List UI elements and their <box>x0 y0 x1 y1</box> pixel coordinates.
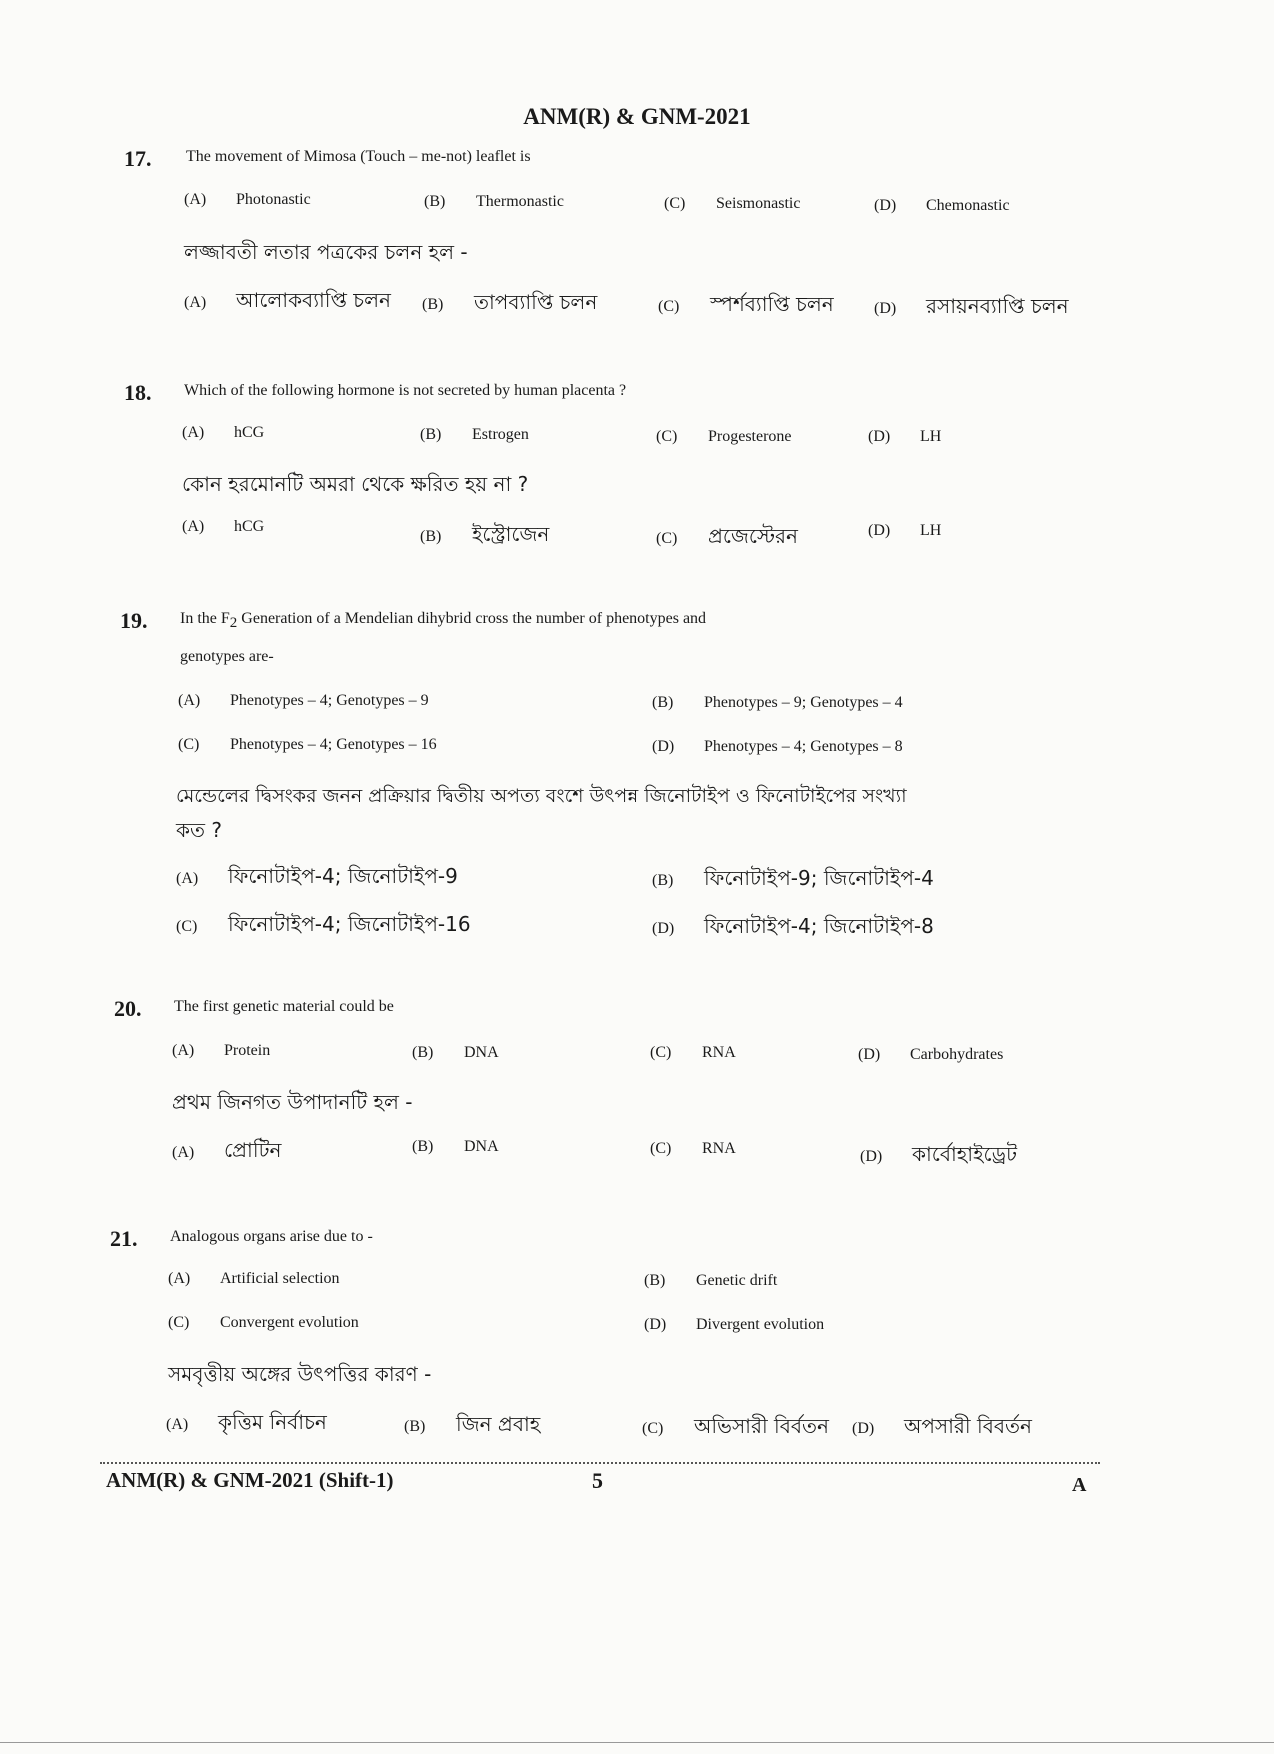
question-text-bn: সমবৃত্তীয় অঙ্গের উৎপত্তির কারণ - <box>168 1362 432 1386</box>
option-a-en[interactable]: (A) Phenotypes – 4; Genotypes – 9 <box>178 692 429 709</box>
option-c-bn[interactable]: (C) প্রজেস্টেরন <box>656 524 798 548</box>
option-c-bn[interactable]: (C) স্পর্শব্যাপ্তি চলন <box>658 292 834 316</box>
option-a-en[interactable]: (A) hCG <box>182 424 265 441</box>
option-c-bn[interactable]: (C) ফিনোটাইপ-4; জিনোটাইপ-16 <box>176 912 471 936</box>
bottom-edge-line <box>0 1742 1274 1743</box>
question-set-code: A <box>1072 1474 1087 1496</box>
option-b-bn[interactable]: (B) DNA <box>412 1138 499 1155</box>
option-d-en[interactable]: (D) Carbohydrates <box>858 1046 1004 1063</box>
question-number: 19. <box>120 608 148 633</box>
question-text-bn: কোন হরমোনটি অমরা থেকে ক্ষরিত হয় না ? <box>182 472 529 496</box>
question-text-en: In the $F_2$ Generation of a Mendelian dihybrid cross the number of phenotypes and <box>180 610 707 632</box>
option-b-bn[interactable]: (B) ফিনোটাইপ-9; জিনোটাইপ-4 <box>652 866 934 890</box>
option-c-en[interactable]: (C) Progesterone <box>656 428 792 445</box>
option-a-bn[interactable]: (A) ফিনোটাইপ-4; জিনোটাইপ-9 <box>176 864 458 888</box>
question-text-bn: লজ্জাবতী লতার পত্রকের চলন হল - <box>184 240 468 264</box>
option-d-en[interactable]: (D) Phenotypes – 4; Genotypes – 8 <box>652 738 903 755</box>
option-c-bn[interactable]: (C) অভিসারী বির্বতন <box>642 1414 829 1438</box>
option-a-bn[interactable]: (A) আলোকব্যাপ্তি চলন <box>184 288 391 312</box>
question-text-en: Which of the following hormone is not secreted by human placenta ? <box>184 382 627 399</box>
question-text-en: The first genetic material could be <box>174 998 394 1015</box>
option-a-en[interactable]: (A) Artificial selection <box>168 1270 340 1287</box>
option-c-bn[interactable]: (C) RNA <box>650 1140 736 1157</box>
question-text-bn: মেন্ডেলের দ্বিসংকর জনন প্রক্রিয়ার দ্বিতীয় অপত্য বংশে উৎপন্ন জিনোটাইপ ও ফিনোটাইপের সংখ্যা <box>176 785 907 807</box>
option-b-en[interactable]: (B) Thermonastic <box>424 193 564 210</box>
question-number: 17. <box>124 146 152 171</box>
question-text-bn-line-2: কত ? <box>176 818 222 842</box>
question-text-bn: প্রথম জিনগত উপাদানটি হল - <box>172 1090 413 1114</box>
option-d-bn[interactable]: (D) কার্বোহাইড্রেট <box>860 1142 1018 1166</box>
option-d-en[interactable]: (D) Chemonastic <box>874 197 1010 214</box>
option-d-bn[interactable]: (D) LH <box>868 522 942 539</box>
question-text-en: The movement of Mimosa (Touch – me-not) leaflet is <box>186 148 531 165</box>
option-b-bn[interactable]: (B) তাপব্যাপ্তি চলন <box>422 290 598 314</box>
option-a-bn[interactable]: (A) কৃত্তিম নির্বাচন <box>166 1410 327 1434</box>
option-b-en[interactable]: (B) Estrogen <box>420 426 529 443</box>
footer-divider <box>100 1462 1100 1464</box>
option-b-bn[interactable]: (B) জিন প্রবাহ <box>404 1412 541 1436</box>
page-number: 5 <box>592 1468 603 1493</box>
question-number: 18. <box>124 380 152 405</box>
option-b-en[interactable]: (B) Genetic drift <box>644 1272 778 1289</box>
option-a-bn[interactable]: (A) প্রোটিন <box>172 1138 282 1162</box>
option-d-en[interactable]: (D) LH <box>868 428 942 445</box>
option-b-en[interactable]: (B) Phenotypes – 9; Genotypes – 4 <box>652 694 903 711</box>
question-text-en-line-2: genotypes are- <box>180 648 274 665</box>
option-a-bn[interactable]: (A) hCG <box>182 518 265 535</box>
page-header: ANM(R) & GNM-2021 <box>523 104 751 129</box>
option-d-bn[interactable]: (D) অপসারী বিবর্তন <box>852 1414 1032 1438</box>
option-a-en[interactable]: (A) Protein <box>172 1042 271 1059</box>
option-d-en[interactable]: (D) Divergent evolution <box>644 1316 825 1333</box>
option-c-en[interactable]: (C) Seismonastic <box>664 195 801 212</box>
question-number: 21. <box>110 1226 138 1251</box>
option-b-bn[interactable]: (B) ইস্ট্রোজেন <box>420 522 550 546</box>
option-c-en[interactable]: (C) Phenotypes – 4; Genotypes – 16 <box>178 736 437 753</box>
option-c-en[interactable]: (C) RNA <box>650 1044 736 1061</box>
option-d-bn[interactable]: (D) ফিনোটাইপ-4; জিনোটাইপ-8 <box>652 914 934 938</box>
option-d-bn[interactable]: (D) রসায়নব্যাপ্তি চলন <box>874 294 1069 318</box>
option-c-en[interactable]: (C) Convergent evolution <box>168 1314 359 1331</box>
question-text-en: Analogous organs arise due to - <box>170 1228 373 1245</box>
question-number: 20. <box>114 996 142 1021</box>
option-b-en[interactable]: (B) DNA <box>412 1044 499 1061</box>
option-a-en[interactable]: (A) Photonastic <box>184 191 311 208</box>
footer-exam-title: ANM(R) & GNM-2021 (Shift-1) <box>106 1468 394 1492</box>
